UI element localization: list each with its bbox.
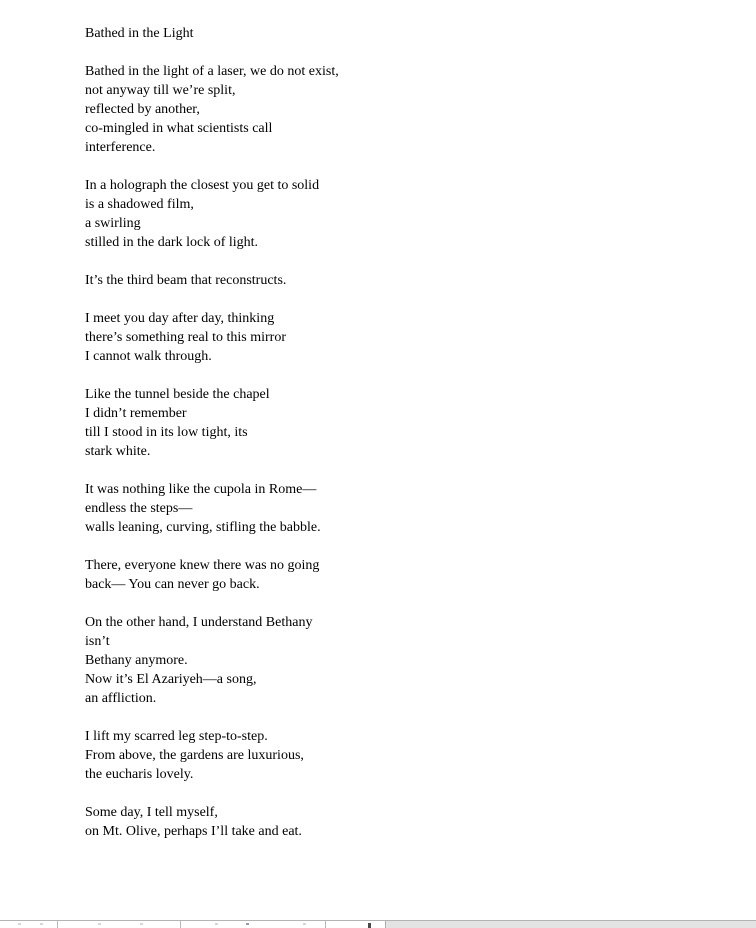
poem-body [85, 62, 716, 841]
bottom-bar-speck [18, 923, 21, 925]
poem-line: stilled in the dark lock of light. [85, 235, 259, 250]
bottom-bar-speck [40, 923, 43, 925]
poem-line: I meet you day after day, thinking [85, 311, 275, 326]
bottom-bar-speck [303, 923, 306, 925]
bottom-bar-speck [215, 923, 218, 925]
poem-stanza [85, 480, 716, 537]
poem-line: Like the tunnel beside the chapel [85, 387, 270, 402]
poem-line: co-mingled in what scientists call [85, 121, 273, 136]
poem-line: I cannot walk through. [85, 349, 212, 364]
poem-stanza [85, 176, 716, 252]
poem-line: interference. [85, 140, 156, 155]
poem-line: It’s the third beam that reconstructs. [85, 273, 287, 288]
poem-line: is a shadowed film, [85, 197, 194, 212]
poem-line: It was nothing like the cupola in Rome— [85, 482, 317, 497]
poem-stanza [85, 271, 716, 290]
poem-line: a swirling [85, 216, 141, 231]
poem-stanza [85, 62, 716, 157]
poem-line: not anyway till we’re split, [85, 83, 236, 98]
poem-line: I didn’t remember [85, 406, 187, 421]
poem-line: Now it’s El Azariyeh—a song, [85, 672, 257, 687]
bottom-bar-speck [98, 923, 101, 925]
poem-line: Some day, I tell myself, [85, 805, 218, 820]
bottom-bar-gray-panel[interactable] [385, 921, 756, 928]
bottom-bar-segment-2[interactable] [58, 921, 180, 928]
poem-title: Bathed in the Light [85, 26, 194, 41]
poem-line: on Mt. Olive, perhaps I’ll take and eat. [85, 824, 302, 839]
poem-stanza [85, 556, 716, 594]
document-page [85, 24, 716, 860]
poem-stanza [85, 727, 716, 784]
poem-line: an affliction. [85, 691, 157, 706]
poem-stanza [85, 613, 716, 708]
bottom-bar-speck [246, 923, 249, 925]
poem-line: stark white. [85, 444, 151, 459]
poem-line: endless the steps— [85, 501, 193, 516]
bottom-bar-segment-1[interactable] [0, 921, 57, 928]
poem-line: From above, the gardens are luxurious, [85, 748, 304, 763]
poem-line: I lift my scarred leg step-to-step. [85, 729, 268, 744]
poem-stanza [85, 309, 716, 366]
poem-line: walls leaning, curving, stifling the babble. [85, 520, 321, 535]
poem-line: Bathed in the light of a laser, we do not exist, [85, 64, 339, 79]
poem-line: On the other hand, I understand Bethany [85, 615, 313, 630]
poem-line: In a holograph the closest you get to solid [85, 178, 320, 193]
poem-stanza [85, 803, 716, 841]
poem-line: there’s something real to this mirror [85, 330, 287, 345]
bottom-bar-row [0, 921, 756, 928]
poem-line: Bethany anymore. [85, 653, 188, 668]
poem-line: There, everyone knew there was no going [85, 558, 320, 573]
poem-line: till I stood in its low tight, its [85, 425, 248, 440]
bottom-bar-glyph-fragment [368, 923, 371, 928]
bottom-bar-sliver [0, 920, 756, 928]
poem-stanza [85, 385, 716, 461]
poem-line: back— You can never go back. [85, 577, 260, 592]
bottom-bar-segment-4[interactable] [326, 921, 385, 928]
poem-line: isn’t [85, 634, 110, 649]
poem-line: the eucharis lovely. [85, 767, 194, 782]
bottom-bar-speck [140, 923, 143, 925]
poem-line: reflected by another, [85, 102, 200, 117]
